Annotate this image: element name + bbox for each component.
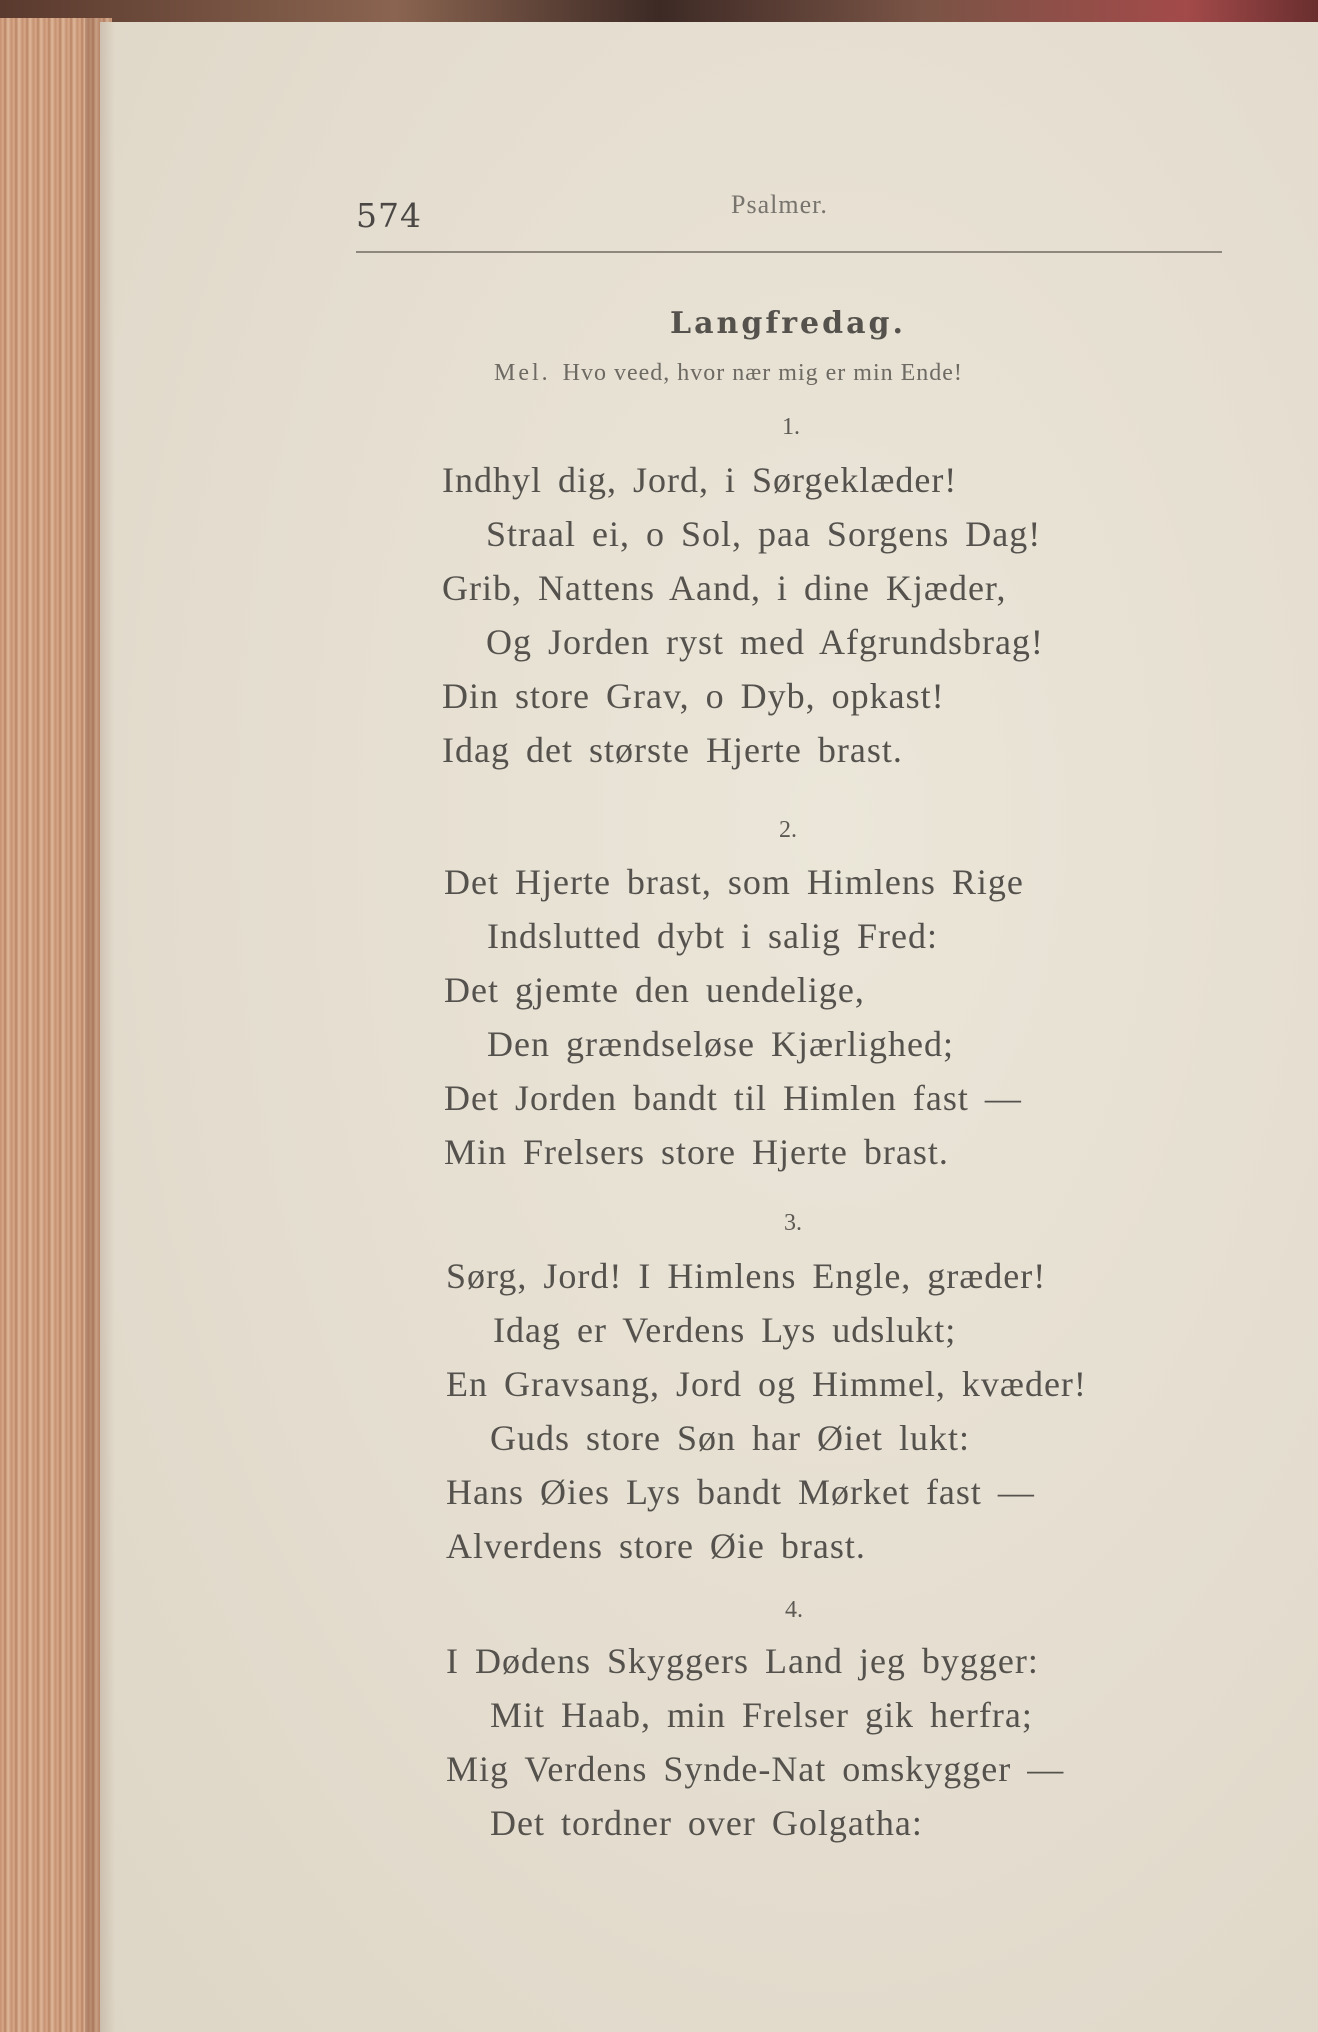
verse-line: Mit Haab, min Frelser gik herfra;: [490, 1695, 1033, 1735]
verse-line: Det tordner over Golgatha:: [490, 1803, 923, 1843]
verse-line: Straal ei, o Sol, paa Sorgens Dag!: [486, 514, 1042, 554]
verse-line: Indslutted dybt i salig Fred:: [487, 916, 938, 956]
verse-line: Guds store Søn har Øiet lukt:: [490, 1418, 970, 1458]
verse-line: Idag det største Hjerte brast.: [442, 730, 903, 770]
running-title: Psalmer.: [731, 190, 828, 219]
verse-number: 2.: [779, 817, 797, 843]
page-number: 574: [356, 196, 422, 235]
verse-line: Det Jorden bandt til Himlen fast —: [444, 1078, 1022, 1118]
verse-line: Min Frelsers store Hjerte brast.: [444, 1132, 949, 1172]
melody-text: Hvo veed, hvor nær mig er min Ende!: [562, 360, 963, 386]
verse-line: Din store Grav, o Dyb, opkast!: [442, 676, 945, 716]
verse-line: Det gjemte den uendelige,: [444, 970, 865, 1010]
verse-number: 4.: [785, 1597, 803, 1623]
gutter-shadow: [85, 18, 115, 2032]
verse-line: Sørg, Jord! I Himlens Engle, græder!: [446, 1256, 1047, 1296]
melody-label: Mel.: [494, 360, 551, 386]
verse-line: En Gravsang, Jord og Himmel, kvæder!: [446, 1364, 1087, 1404]
verse-line: Grib, Nattens Aand, i dine Kjæder,: [442, 568, 1007, 608]
melody-note: [494, 360, 963, 387]
verse-line: Indhyl dig, Jord, i Sørgeklæder!: [442, 460, 958, 500]
verse-line: Og Jorden ryst med Afgrundsbrag!: [486, 622, 1044, 662]
verse-line: Det Hjerte brast, som Himlens Rige: [444, 862, 1024, 902]
verse-line: Den grændseløse Kjærlighed;: [487, 1024, 954, 1064]
verse-line: Idag er Verdens Lys udslukt;: [493, 1310, 957, 1350]
verse-line: Alverdens store Øie brast.: [446, 1526, 866, 1566]
verse-line: Mig Verdens Synde-Nat omskygger —: [446, 1749, 1065, 1789]
hymn-title: Langfredag.: [670, 306, 906, 341]
verse-line: I Dødens Skyggers Land jeg bygger:: [446, 1641, 1039, 1681]
verse-line: Hans Øies Lys bandt Mørket fast —: [446, 1472, 1035, 1512]
header-rule: [356, 251, 1222, 253]
book-cover-edge: [0, 0, 1318, 22]
verse-number: 3.: [784, 1210, 802, 1236]
verse-number: 1.: [782, 414, 800, 440]
